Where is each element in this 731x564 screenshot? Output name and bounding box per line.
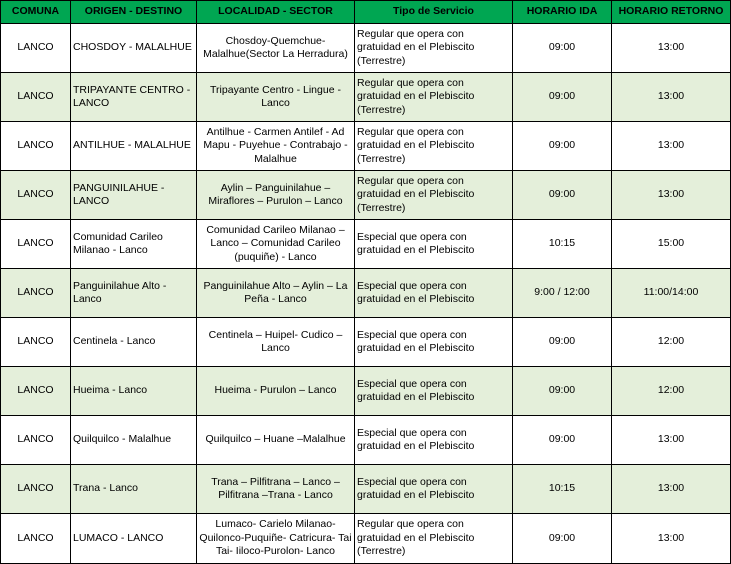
cell-horario-ida: 09:00 [513,416,612,465]
header-tipo-servicio: Tipo de Servicio [355,1,513,24]
table-row [1,465,731,514]
cell-localidad: Hueima - Purulon – Lanco [197,367,355,416]
header-horario-retorno: HORARIO RETORNO [612,1,731,24]
cell-comuna: LANCO [1,73,71,122]
cell-localidad: Trana – Pilfitrana – Lanco – Pilfitrana –Trana - Lanco [197,465,355,514]
cell-comuna: LANCO [1,318,71,367]
cell-servicio: Regular que opera con gratuidad en el Plebiscito (Terrestre) [355,514,513,564]
cell-localidad: Panguinilahue Alto – Aylin – La Peña - Lanco [197,269,355,318]
cell-servicio: Especial que opera con gratuidad en el Plebiscito [355,416,513,465]
cell-localidad: Comunidad Carileo Milanao – Lanco – Comunidad Carileo (puquiñe) - Lanco [197,220,355,269]
table-row [1,416,731,465]
cell-horario-ida: 09:00 [513,367,612,416]
table-row [1,269,731,318]
cell-horario-ida: 09:00 [513,318,612,367]
cell-origen: ANTILHUE - MALALHUE [71,122,197,171]
cell-origen: CHOSDOY - MALALHUE [71,24,197,73]
cell-servicio: Especial que opera con gratuidad en el Plebiscito [355,220,513,269]
cell-horario-retorno: 13:00 [612,73,731,122]
cell-origen: PANGUINILAHUE - LANCO [71,171,197,220]
table-row [1,220,731,269]
cell-origen: Trana - Lanco [71,465,197,514]
cell-localidad: Chosdoy-Quemchue-Malalhue(Sector La Herradura) [197,24,355,73]
cell-localidad: Quilquilco – Huane –Malalhue [197,416,355,465]
cell-comuna: LANCO [1,416,71,465]
cell-horario-ida: 09:00 [513,514,612,564]
header-row [1,1,731,24]
cell-comuna: LANCO [1,269,71,318]
cell-localidad: Antilhue - Carmen Antilef - Ad Mapu - Puyehue - Contrabajo - Malalhue [197,122,355,171]
cell-comuna: LANCO [1,24,71,73]
cell-servicio: Regular que opera con gratuidad en el Plebiscito (Terrestre) [355,24,513,73]
cell-origen: Comunidad Carileo Milanao - Lanco [71,220,197,269]
cell-servicio: Especial que opera con gratuidad en el Plebiscito [355,269,513,318]
header-comuna: COMUNA [1,1,71,24]
cell-horario-retorno: 12:00 [612,318,731,367]
cell-horario-retorno: 13:00 [612,171,731,220]
cell-servicio: Especial que opera con gratuidad en el Plebiscito [355,318,513,367]
cell-servicio: Regular que opera con gratuidad en el Plebiscito (Terrestre) [355,122,513,171]
cell-localidad: Lumaco- Carielo Milanao- Quilonco-Puquiñe- Catricura- Tai Tai- Iiloco-Purolon- Lanco [197,514,355,564]
cell-horario-retorno: 13:00 [612,465,731,514]
cell-horario-ida: 10:15 [513,465,612,514]
cell-horario-retorno: 15:00 [612,220,731,269]
table-row [1,367,731,416]
cell-origen: Quilquilco - Malalhue [71,416,197,465]
table-row [1,24,731,73]
table-row [1,171,731,220]
table-row [1,122,731,171]
cell-horario-retorno: 13:00 [612,122,731,171]
cell-comuna: LANCO [1,220,71,269]
cell-servicio: Regular que opera con gratuidad en el Plebiscito (Terrestre) [355,73,513,122]
cell-comuna: LANCO [1,171,71,220]
cell-origen: TRIPAYANTE CENTRO - LANCO [71,73,197,122]
table-row [1,514,731,564]
cell-horario-ida: 09:00 [513,122,612,171]
cell-origen: Centinela - Lanco [71,318,197,367]
cell-horario-ida: 9:00 / 12:00 [513,269,612,318]
cell-horario-retorno: 11:00/14:00 [612,269,731,318]
cell-localidad: Centinela – Huipel- Cudico – Lanco [197,318,355,367]
cell-horario-ida: 09:00 [513,73,612,122]
cell-horario-retorno: 13:00 [612,24,731,73]
cell-localidad: Tripayante Centro - Lingue - Lanco [197,73,355,122]
cell-comuna: LANCO [1,122,71,171]
cell-horario-retorno: 13:00 [612,514,731,564]
cell-comuna: LANCO [1,367,71,416]
table-row [1,318,731,367]
cell-origen: LUMACO - LANCO [71,514,197,564]
cell-comuna: LANCO [1,514,71,564]
header-localidad-sector: LOCALIDAD - SECTOR [197,1,355,24]
cell-horario-retorno: 13:00 [612,416,731,465]
cell-localidad: Aylin – Panguinilahue – Miraflores – Purulon – Lanco [197,171,355,220]
header-horario-ida: HORARIO IDA [513,1,612,24]
cell-comuna: LANCO [1,465,71,514]
header-origen-destino: ORIGEN - DESTINO [71,1,197,24]
cell-servicio: Especial que opera con gratuidad en el Plebiscito [355,465,513,514]
cell-origen: Panguinilahue Alto - Lanco [71,269,197,318]
cell-horario-ida: 09:00 [513,171,612,220]
cell-horario-retorno: 12:00 [612,367,731,416]
cell-servicio: Regular que opera con gratuidad en el Plebiscito (Terrestre) [355,171,513,220]
cell-origen: Hueima - Lanco [71,367,197,416]
cell-horario-ida: 09:00 [513,24,612,73]
table-row [1,73,731,122]
cell-horario-ida: 10:15 [513,220,612,269]
cell-servicio: Especial que opera con gratuidad en el Plebiscito [355,367,513,416]
